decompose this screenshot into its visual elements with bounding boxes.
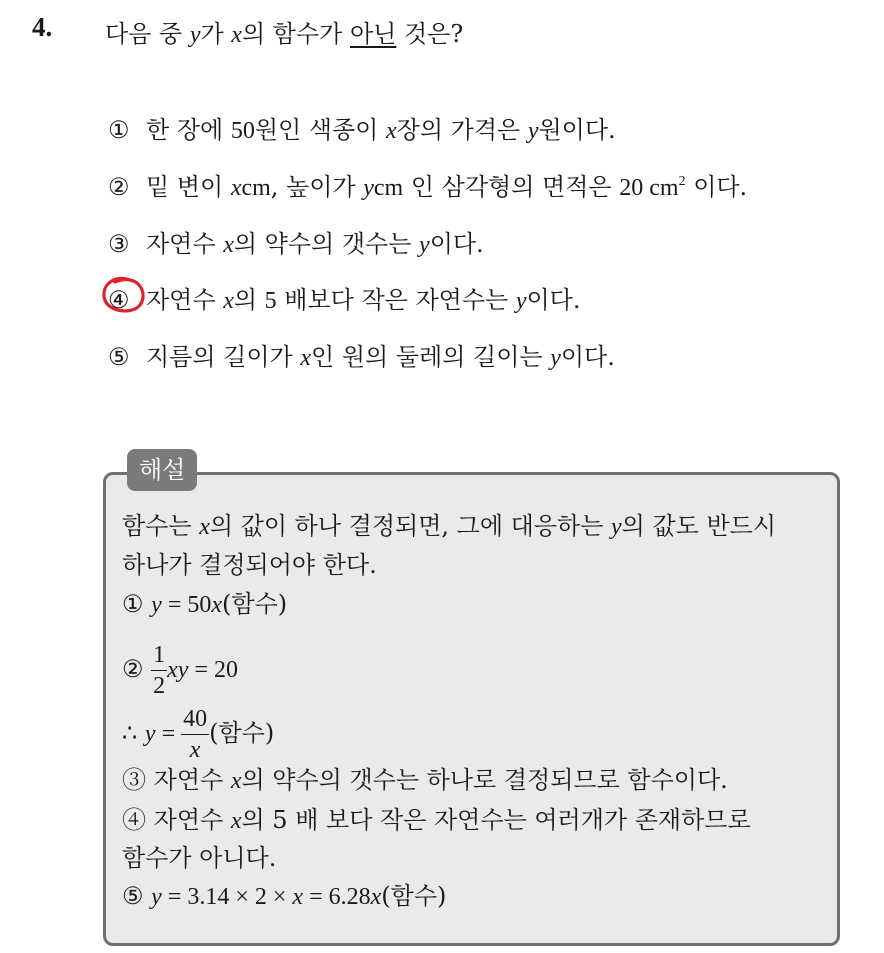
explanation-line-7: ④ 자연수 x의 5 배 보다 작은 자연수는 여러개가 존재하므로 xyxy=(122,806,751,834)
fraction-one-half: $\frac{1}{2}$ xyxy=(153,642,166,699)
option-3-mark: ③ xyxy=(108,230,130,258)
explanation-tag: 해설 xyxy=(127,449,197,491)
question-text: 다음 중 y가 x의 함수가 아닌 것은? xyxy=(105,20,464,48)
option-1-mark: ① xyxy=(108,116,130,144)
explanation-line-3: ① y = 50x(함수) xyxy=(122,590,288,618)
option-2-mark: ② xyxy=(108,173,130,201)
option-4[interactable]: ④ 자연수 x의 5 배보다 작은 자연수는 y이다. xyxy=(108,286,581,314)
question-number: 4. xyxy=(32,12,53,42)
option-3[interactable]: ③ 자연수 x의 약수의 갯수는 y이다. xyxy=(108,230,484,258)
fraction-40-over-x: $\frac{40}{x}$ xyxy=(183,706,208,763)
explanation-line-6: ③ 자연수 x의 약수의 갯수는 하나로 결정되므로 함수이다. xyxy=(122,766,728,794)
option-1[interactable]: ① 한 장에 50원인 색종이 x장의 가격은 y원이다. xyxy=(108,116,616,144)
option-5-mark: ⑤ xyxy=(108,343,130,371)
option-2[interactable]: ② 밑 변이 xcm, 높이가 ycm 인 삼각형의 면적은 20 $cm^2$ 이다. xyxy=(108,173,748,201)
explanation-line-1: 함수는 x의 값이 하나 결정되면, 그에 대응하는 y의 값도 반드시 xyxy=(122,512,777,540)
option-4-mark: ④ xyxy=(108,286,130,314)
therefore-symbol: ∴ xyxy=(122,719,138,747)
explanation-line-5: ∴ y = $\frac{40}{x}$ (함수) xyxy=(122,706,275,763)
explanation-line-4: ② $\frac{1}{2}$ xy = 20 xyxy=(122,642,239,699)
emphasis-text: 아닌 xyxy=(349,20,397,48)
explanation-line-8: 함수가 아니다. xyxy=(122,844,277,872)
explanation-line-9: ⑤ y = 3.14 × 2 × x = 6.28x(함수) xyxy=(122,882,447,910)
answer-circle-mark xyxy=(100,275,148,315)
explanation-line-2: 하나가 결정되어야 한다. xyxy=(122,551,377,579)
option-5[interactable]: ⑤ 지름의 길이가 x인 원의 둘레의 길이는 y이다. xyxy=(108,343,615,371)
